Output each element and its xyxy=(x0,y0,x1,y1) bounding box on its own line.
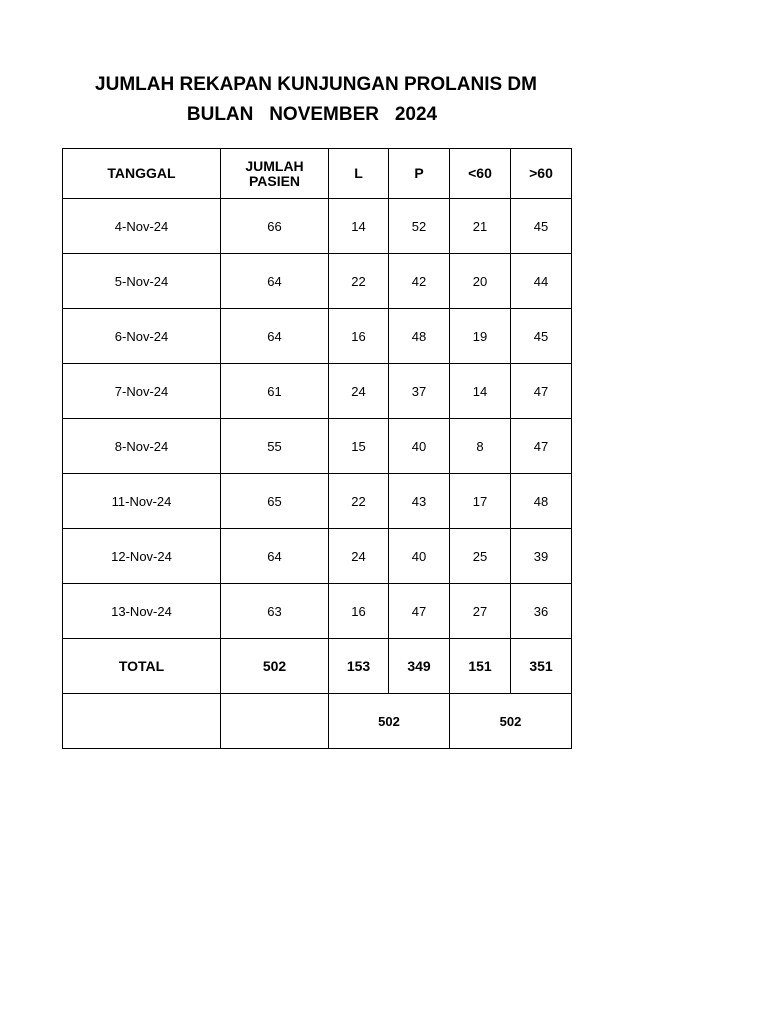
cell-gt60: 47 xyxy=(511,364,572,419)
cell-tanggal: 8-Nov-24 xyxy=(63,419,221,474)
cell-p: 52 xyxy=(389,199,450,254)
table-row xyxy=(63,474,572,529)
cell-lt60: 8 xyxy=(450,419,511,474)
cell-lt60: 17 xyxy=(450,474,511,529)
cell-l: 22 xyxy=(329,254,389,309)
table-row xyxy=(63,364,572,419)
cell-tanggal: 6-Nov-24 xyxy=(63,309,221,364)
total-p: 349 xyxy=(389,639,450,694)
cell-gt60: 36 xyxy=(511,584,572,639)
cell-tanggal: 7-Nov-24 xyxy=(63,364,221,419)
cell-p: 42 xyxy=(389,254,450,309)
table-row xyxy=(63,254,572,309)
cell-p: 40 xyxy=(389,529,450,584)
cell-l: 24 xyxy=(329,529,389,584)
sum-row xyxy=(63,694,572,749)
header-gt60: >60 xyxy=(511,149,572,199)
cell-l: 16 xyxy=(329,309,389,364)
table-row xyxy=(63,199,572,254)
cell-lt60: 25 xyxy=(450,529,511,584)
cell-p: 37 xyxy=(389,364,450,419)
recap-table xyxy=(62,148,572,749)
cell-gt60: 45 xyxy=(511,309,572,364)
sum-age: 502 xyxy=(450,694,572,749)
table-row xyxy=(63,309,572,364)
sum-empty-jumlah xyxy=(221,694,329,749)
cell-l: 14 xyxy=(329,199,389,254)
table-row xyxy=(63,419,572,474)
header-jumlah-pasien xyxy=(221,149,329,199)
header-lt60: <60 xyxy=(450,149,511,199)
total-label: TOTAL xyxy=(63,639,221,694)
cell-lt60: 14 xyxy=(450,364,511,419)
table-row xyxy=(63,529,572,584)
cell-jumlah: 64 xyxy=(221,309,329,364)
cell-gt60: 44 xyxy=(511,254,572,309)
cell-gt60: 47 xyxy=(511,419,572,474)
document-title: JUMLAH REKAPAN KUNJUNGAN PROLANIS DM xyxy=(95,74,537,95)
cell-gt60: 45 xyxy=(511,199,572,254)
cell-tanggal: 13-Nov-24 xyxy=(63,584,221,639)
table-row xyxy=(63,584,572,639)
total-lt60: 151 xyxy=(450,639,511,694)
cell-p: 48 xyxy=(389,309,450,364)
header-jumlah-line2: PASIEN xyxy=(248,172,301,189)
cell-jumlah: 66 xyxy=(221,199,329,254)
header-jumlah-line1: JUMLAH xyxy=(245,157,304,174)
cell-l: 16 xyxy=(329,584,389,639)
cell-tanggal: 12-Nov-24 xyxy=(63,529,221,584)
sum-empty-tanggal xyxy=(63,694,221,749)
cell-gt60: 48 xyxy=(511,474,572,529)
cell-lt60: 20 xyxy=(450,254,511,309)
cell-jumlah: 63 xyxy=(221,584,329,639)
cell-tanggal: 4-Nov-24 xyxy=(63,199,221,254)
cell-l: 22 xyxy=(329,474,389,529)
cell-jumlah: 65 xyxy=(221,474,329,529)
cell-p: 40 xyxy=(389,419,450,474)
cell-lt60: 21 xyxy=(450,199,511,254)
cell-jumlah: 61 xyxy=(221,364,329,419)
total-jumlah: 502 xyxy=(221,639,329,694)
cell-l: 24 xyxy=(329,364,389,419)
header-p: P xyxy=(389,149,450,199)
header-tanggal: TANGGAL xyxy=(63,149,221,199)
cell-jumlah: 64 xyxy=(221,529,329,584)
cell-jumlah: 55 xyxy=(221,419,329,474)
total-row xyxy=(63,639,572,694)
document-subtitle: BULAN NOVEMBER 2024 xyxy=(186,104,438,125)
cell-tanggal: 5-Nov-24 xyxy=(63,254,221,309)
cell-p: 43 xyxy=(389,474,450,529)
total-gt60: 351 xyxy=(511,639,572,694)
cell-lt60: 19 xyxy=(450,309,511,364)
header-l: L xyxy=(329,149,389,199)
cell-lt60: 27 xyxy=(450,584,511,639)
cell-gt60: 39 xyxy=(511,529,572,584)
sum-gender: 502 xyxy=(329,694,450,749)
cell-l: 15 xyxy=(329,419,389,474)
cell-jumlah: 64 xyxy=(221,254,329,309)
cell-p: 47 xyxy=(389,584,450,639)
header-row xyxy=(63,149,572,199)
cell-tanggal: 11-Nov-24 xyxy=(63,474,221,529)
total-l: 153 xyxy=(329,639,389,694)
